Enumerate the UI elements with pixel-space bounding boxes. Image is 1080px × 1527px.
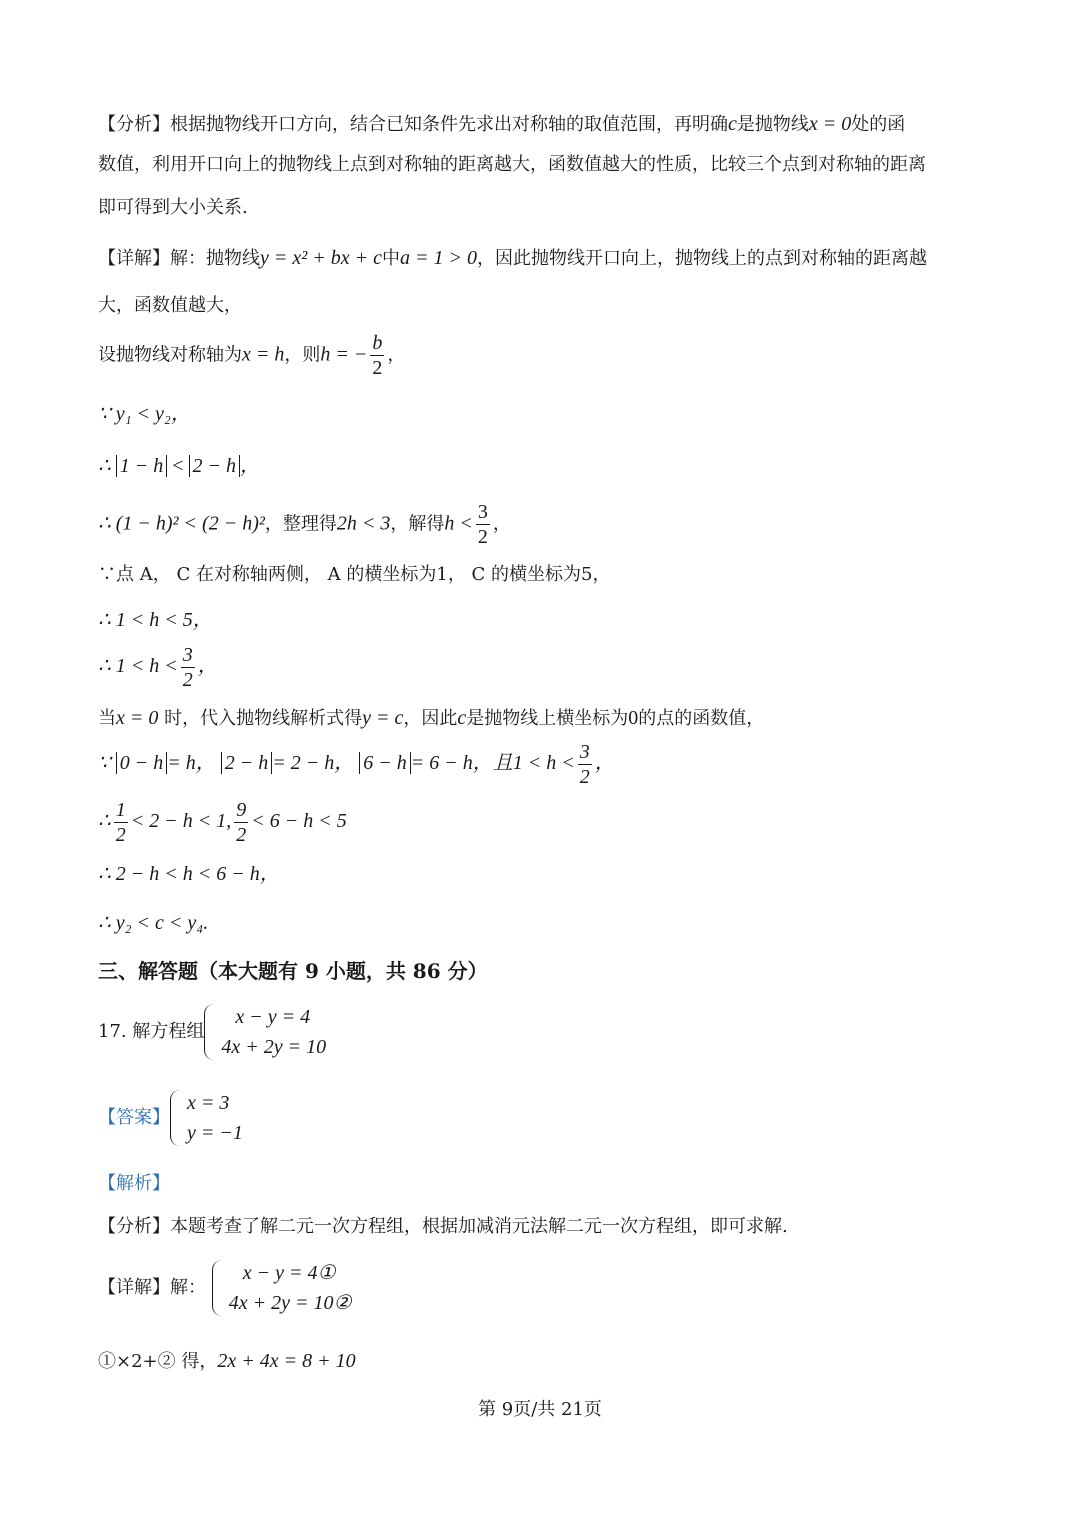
step-points-sides: ∵点 A， C 在对称轴两侧， A 的横坐标为1， C 的横坐标为5，	[98, 564, 611, 585]
q17-label: 17. 解方程组	[98, 1021, 205, 1042]
step-bounds: ∴ $\frac{1}{2}$ < 2 − h < 1, $\frac{9}{2}$ < 6 − h < 5	[98, 799, 347, 846]
fraction-b-over-2: $\frac{b}{2}$	[372, 332, 383, 379]
step-h-range-2: ∴ 1 < h < $\frac{3}{2}$ ，	[98, 644, 218, 691]
detail-line-3: 设抛物线对称轴为x = h，则h = − $\frac{b}{2}$ ，	[98, 332, 406, 379]
step-compare: ∴ 2 − h < h < 6 − h，	[98, 863, 280, 885]
q17-detail: 【详解】解： x − y = 4① 4x + 2y = 10②	[98, 1262, 352, 1314]
section-heading: 三、解答题（本大题有 9 小题，共 86 分）	[98, 959, 488, 983]
equation-1: x − y = 4	[235, 1006, 311, 1028]
equation-2: 4x + 2y = 10	[221, 1036, 327, 1058]
fraction-1-over-2: $\frac{1}{2}$	[115, 799, 126, 846]
q17-step: ①×2+② 得，2x + 4x = 8 + 10	[98, 1350, 356, 1372]
fraction-3-over-2: $\frac{3}{2}$	[579, 741, 590, 788]
jiexi-tag: 【解析】	[98, 1173, 170, 1194]
detail-tag: 【详解】	[98, 248, 170, 269]
answer-y: y = −1	[187, 1122, 243, 1144]
step-because-y1-y2: ∵ y₁ < y₂，	[98, 403, 191, 425]
detail-line-2: 大，函数值越大，	[98, 295, 242, 316]
detail-equation-2: 4x + 2y = 10②	[228, 1292, 352, 1314]
step-square-inequality: ∴ (1 − h)² < (2 − h)²，整理得2h < 3，解得h < $\frac{3}{2}$ ，	[98, 501, 511, 548]
analysis-tag: 【分析】	[98, 114, 170, 135]
fraction-3-over-2: $\frac{3}{2}$	[477, 501, 488, 548]
step-x-zero: 当x = 0 时，代入抛物线解析式得y = c，因此c是抛物线上横坐标为0的点的函数值，	[98, 707, 765, 729]
step-h-range-1: ∴ 1 < h < 5，	[98, 609, 213, 631]
fraction-3-over-2: $\frac{3}{2}$	[182, 644, 193, 691]
equation-system	[204, 1004, 326, 1060]
fraction-9-over-2: $\frac{9}{2}$	[236, 799, 247, 846]
answer-x: x = 3	[187, 1092, 230, 1114]
answer-line	[98, 1090, 243, 1146]
detail-equation-1: x − y = 4①	[242, 1262, 336, 1284]
analysis-line-3: 即可得到大小关系.	[98, 197, 248, 218]
analysis-line-1: 【分析】根据抛物线开口方向，结合已知条件先求出对称轴的取值范围，再明确c是抛物线x = 0处的函	[98, 113, 906, 135]
detail-equation-system	[212, 1260, 352, 1316]
answer-tag: 【答案】	[98, 1107, 170, 1128]
page-number: 第 9页/共 21页	[478, 1399, 602, 1420]
step-distances: ∵ 0 − h = h， 2 − h = 2 − h， 6 − h = 6 − h，且1 < h < $\frac{3}{2}$ ，	[98, 741, 615, 788]
q17-line	[98, 1004, 326, 1060]
detail-line-1: 【详解】解：抛物线y = x² + bx + c中a = 1 > 0，因此抛物线开口向上，抛物线上的点到对称轴的距离越	[98, 247, 927, 269]
analysis-line-2: 数值，利用开口向上的抛物线上点到对称轴的距离越大，函数值越大的性质，比较三个点到对称轴的距离	[98, 154, 926, 175]
step-conclusion: ∴ y₂ < c < y₄.	[98, 912, 209, 934]
q17-analysis: 【分析】本题考查了解二元一次方程组，根据加减消元法解二元一次方程组，即可求解.	[98, 1216, 788, 1237]
answer-system	[170, 1090, 243, 1146]
step-abs-inequality: ∴ 1 − h < 2 − h ，	[98, 455, 261, 477]
